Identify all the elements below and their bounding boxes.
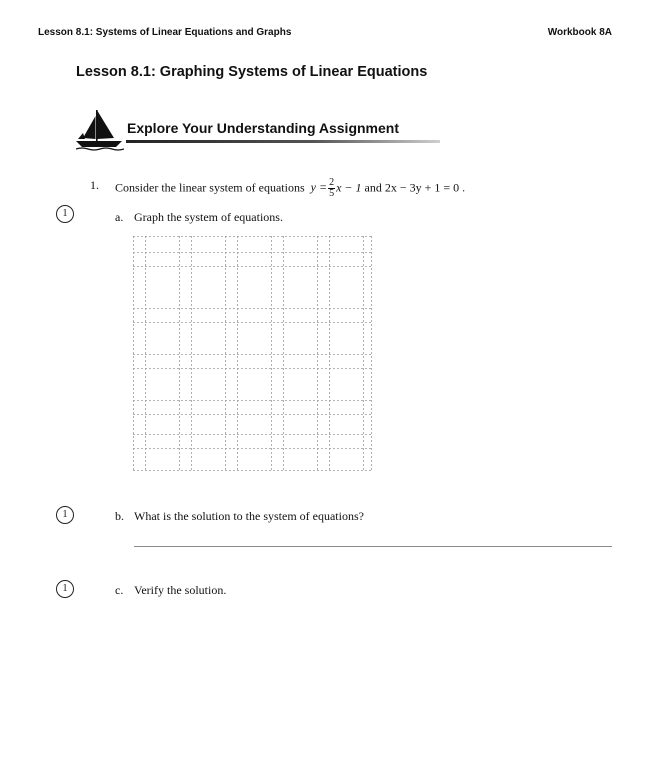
part-c-letter: c. bbox=[115, 583, 124, 597]
fraction-numerator: 2 bbox=[329, 177, 335, 188]
question-end: . bbox=[462, 180, 466, 195]
question-text bbox=[115, 178, 465, 199]
fraction-denominator: 5 bbox=[329, 188, 335, 199]
marks-circle-b: 1 bbox=[56, 506, 74, 524]
equation-one-rest: x − 1 bbox=[336, 180, 362, 195]
section-underline bbox=[126, 140, 440, 143]
marks-circle-a: 1 bbox=[56, 205, 74, 223]
sailing-ship-icon bbox=[76, 108, 124, 152]
running-header-workbook: Workbook 8A bbox=[547, 27, 612, 38]
equation-one-fraction bbox=[328, 178, 335, 199]
section-title: Explore Your Understanding Assignment bbox=[127, 120, 400, 136]
part-b-letter: b. bbox=[115, 509, 124, 523]
part-a-letter: a. bbox=[115, 210, 124, 224]
lesson-title: Lesson 8.1: Graphing Systems of Linear Equations bbox=[76, 64, 428, 80]
part-b-text: What is the solution to the system of equations? bbox=[134, 509, 364, 523]
question-intro: Consider the linear system of equations bbox=[115, 180, 305, 195]
equation-one-lhs: y = bbox=[310, 180, 328, 195]
equation-two: 2x − 3y + 1 = 0 bbox=[384, 180, 460, 195]
question-joiner: and bbox=[364, 180, 382, 195]
marks-circle-c: 1 bbox=[56, 580, 74, 598]
part-c-text: Verify the solution. bbox=[134, 583, 227, 597]
question-number: 1. bbox=[90, 178, 99, 192]
graph-grid[interactable] bbox=[133, 236, 373, 472]
answer-line[interactable] bbox=[134, 546, 612, 547]
part-a-text: Graph the system of equations. bbox=[134, 210, 283, 224]
running-header-title: Lesson 8.1: Systems of Linear Equations and Graphs bbox=[38, 27, 292, 38]
